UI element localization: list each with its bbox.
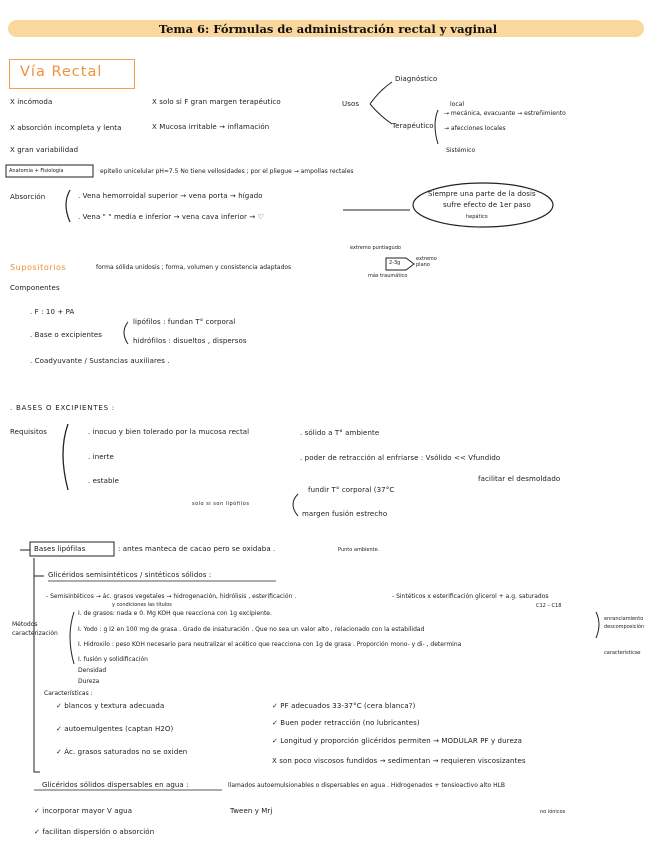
terapeutico-brace bbox=[435, 110, 438, 144]
margen-fusion: margen fusión estrecho bbox=[302, 510, 388, 518]
requisitos-brace bbox=[63, 424, 68, 490]
metodo-dureza: Dureza bbox=[78, 678, 100, 685]
caracteristica-blancos: ✓ blancos y textura adecuada bbox=[56, 702, 165, 710]
oval-line3: hepático bbox=[466, 214, 488, 220]
metodo-fusion: I. fusión y solidificación bbox=[78, 656, 148, 663]
left-spine bbox=[34, 576, 40, 772]
requisito-inocuo: . inocuo y bien tolerado por la mucosa rectal bbox=[88, 428, 250, 436]
metodos-brace bbox=[70, 612, 74, 664]
componentes-hidrofilos: hidrófilos : disueltos , dispersos bbox=[133, 337, 247, 345]
absorcion-label: Absorción bbox=[10, 193, 46, 201]
usos-terapeutico: Terapéutico bbox=[392, 122, 434, 130]
caracteristica-autoemulgentes: ✓ autoemulgentes (captan H2O) bbox=[56, 725, 174, 733]
requisito-inerte: . inerte bbox=[88, 453, 114, 461]
usos-label: Usos bbox=[342, 100, 360, 108]
fundir-corporal: fundir T° corporal (37°C bbox=[308, 486, 395, 494]
caracteristicas-label: Características : bbox=[44, 690, 93, 697]
intro-margen: X solo si F gran margen terapéutico bbox=[152, 98, 281, 106]
mas-traumatico: más traumático bbox=[368, 273, 408, 279]
supositorio-dim: 2-3g bbox=[389, 260, 401, 266]
extremo-puntiagudo: extremo puntiagudo bbox=[350, 245, 401, 251]
via-rectal-heading: Vía Rectal bbox=[20, 64, 103, 80]
componentes-lipofilos: lipófilos : fundan T° corporal bbox=[133, 318, 236, 326]
page-title: Tema 6: Fórmulas de administración rectal y vaginal bbox=[158, 22, 498, 36]
metodo-hidroxilo-right: características bbox=[604, 650, 641, 656]
caracteristica-retraccion: ✓ Buen poder retracción (no lubricantes) bbox=[272, 719, 420, 727]
caracteristica-acidos: ✓ Ác. grasos saturados no se oxiden bbox=[56, 748, 188, 756]
dispersable-no-ionicos: no iónicos bbox=[540, 809, 566, 815]
usos-branch-up bbox=[370, 82, 392, 104]
usos-local: local bbox=[450, 101, 464, 108]
bases-lipofilas-label: Bases lipófilas bbox=[34, 545, 86, 553]
gliceridos-connector bbox=[34, 558, 44, 576]
absorcion-inferior: . Vena " " media e inferior → vena cava inferior → ♡ bbox=[78, 213, 264, 221]
anatomia-label: Anatomía + Fisiología bbox=[9, 168, 64, 174]
componentes-label: Componentes bbox=[10, 284, 60, 292]
dispersable-tween: Tween y Mrj bbox=[230, 807, 273, 815]
extremo-plano: extremo plano bbox=[416, 256, 437, 268]
requisito-estable: . estable bbox=[88, 477, 120, 485]
requisitos-label: Requisitos bbox=[10, 428, 47, 436]
dispersables-text: llamados autoemulsionables o dispersables en agua . Hidrogenados + tensioactivo alto HLB bbox=[228, 782, 506, 789]
usos-branch-down bbox=[370, 104, 392, 124]
caracteristica-longitud: ✓ Longitud y proporción glicéridos permiten → MODULAR PF y dureza bbox=[272, 737, 523, 745]
metodo-yodo-right: enranciamiento descomposición bbox=[604, 616, 645, 630]
requisito-retraccion: . poder de retracción al enfriarse : Vsólido << Vfundido bbox=[300, 454, 501, 462]
componentes-coadyuvante: . Coadyuvante / Sustancias auxiliares . bbox=[30, 357, 170, 365]
gliceridos-small-note: y condiciones las títulos bbox=[112, 602, 172, 608]
bases-lipofilas-note: Punto ambiente. bbox=[338, 547, 380, 553]
dispersables-heading: Glicéridos sólidos dispersables en agua : bbox=[42, 781, 189, 789]
metodo-yodo: I. Yodo : g I2 en 100 mg de grasa . Grado de insaturación . Que no sea un valor alto , relacionado con la estabilidad bbox=[78, 626, 425, 633]
metodos-label: Métodos caracterización bbox=[12, 621, 58, 637]
metodo-densidad: Densidad bbox=[78, 667, 107, 674]
absorcion-brace bbox=[66, 190, 70, 222]
usos-afecciones: → afecciones locales bbox=[444, 125, 506, 132]
supositorios-label: Supositorios bbox=[10, 263, 67, 272]
componentes-base: . Base o excipientes bbox=[30, 331, 103, 339]
caracteristica-pf: ✓ PF adecuados 33-37°C (cera blanca?) bbox=[272, 702, 416, 710]
requisito-solido: . sólido a T° ambiente bbox=[300, 429, 380, 437]
intro-mucosa: X Mucosa irritable → inflamación bbox=[152, 123, 270, 131]
usos-mecanica: → mecánica, evacuante → estreñimiento bbox=[444, 110, 566, 117]
bases-lipofilas-text: : antes manteca de cacao pero se oxidaba . bbox=[118, 545, 276, 553]
usos-diagnostico: Diagnóstico bbox=[395, 75, 438, 83]
solo-si-lipofilos: solo si son lipófilos bbox=[192, 501, 250, 507]
usos-sistemico: Sistémico bbox=[446, 147, 476, 154]
gliceridos-cc: C12 – C18 bbox=[536, 603, 562, 609]
gliceridos-heading: Glicéridos semisintéticos / sintéticos sólidos : bbox=[48, 571, 212, 579]
caracteristica-viscosos: X son poco viscosos fundidos → sedimentan → requieren viscosizantes bbox=[272, 757, 526, 765]
intro-incomoda: X incómoda bbox=[10, 98, 53, 106]
absorcion-superior: . Vena hemorroidal superior → vena porta → hígado bbox=[78, 192, 263, 200]
metodo-acidez: I. de grasos: nada e 0. Mg KOH que reacciona con 1g excipiente. bbox=[78, 610, 272, 617]
dispersable-absorcion: ✓ facilitan dispersión o absorción bbox=[34, 828, 155, 836]
facilitar-desmoldado: facilitar el desmoldado bbox=[478, 475, 561, 483]
supositorios-text: forma sólida unidosis ; forma, volumen y consistencia adaptados bbox=[96, 264, 292, 271]
gliceridos-sinteticos: - Sintéticos x esterificación glicerol + a.g. saturados bbox=[392, 593, 549, 600]
dispersable-agua: ✓ incorporar mayor V agua bbox=[34, 807, 133, 815]
lipofilos-brace bbox=[293, 494, 298, 516]
gliceridos-semisinteticos: - Semisintéticos → ác. grasos vegetales → hidrogenación, hidrólisis , esterificación . bbox=[46, 593, 297, 600]
estabilidad-brace bbox=[596, 612, 599, 638]
componentes-f: . F : 10 + PA bbox=[30, 308, 75, 316]
anatomia-text: epitelio unicelular pH≈7.5 No tiene vellosidades ; por el pliegue → ampollas rectales bbox=[100, 168, 354, 175]
base-brace bbox=[124, 322, 128, 344]
oval-line2: sufre efecto de 1er paso bbox=[443, 201, 531, 209]
intro-variabilidad: X gran variabilidad bbox=[10, 146, 79, 154]
metodo-hidroxilo: I. Hidroxilo : peso KOH necesario para neutralizar el acético que reacciona con 1g de grasa . Proporción mono- y di- , determina bbox=[78, 641, 462, 648]
intro-absorcion: X absorción incompleta y lenta bbox=[10, 124, 122, 132]
oval-line1: Siempre una parte de la dosis bbox=[428, 190, 536, 198]
bases-heading: . BASES O EXCIPIENTES : bbox=[10, 404, 116, 412]
